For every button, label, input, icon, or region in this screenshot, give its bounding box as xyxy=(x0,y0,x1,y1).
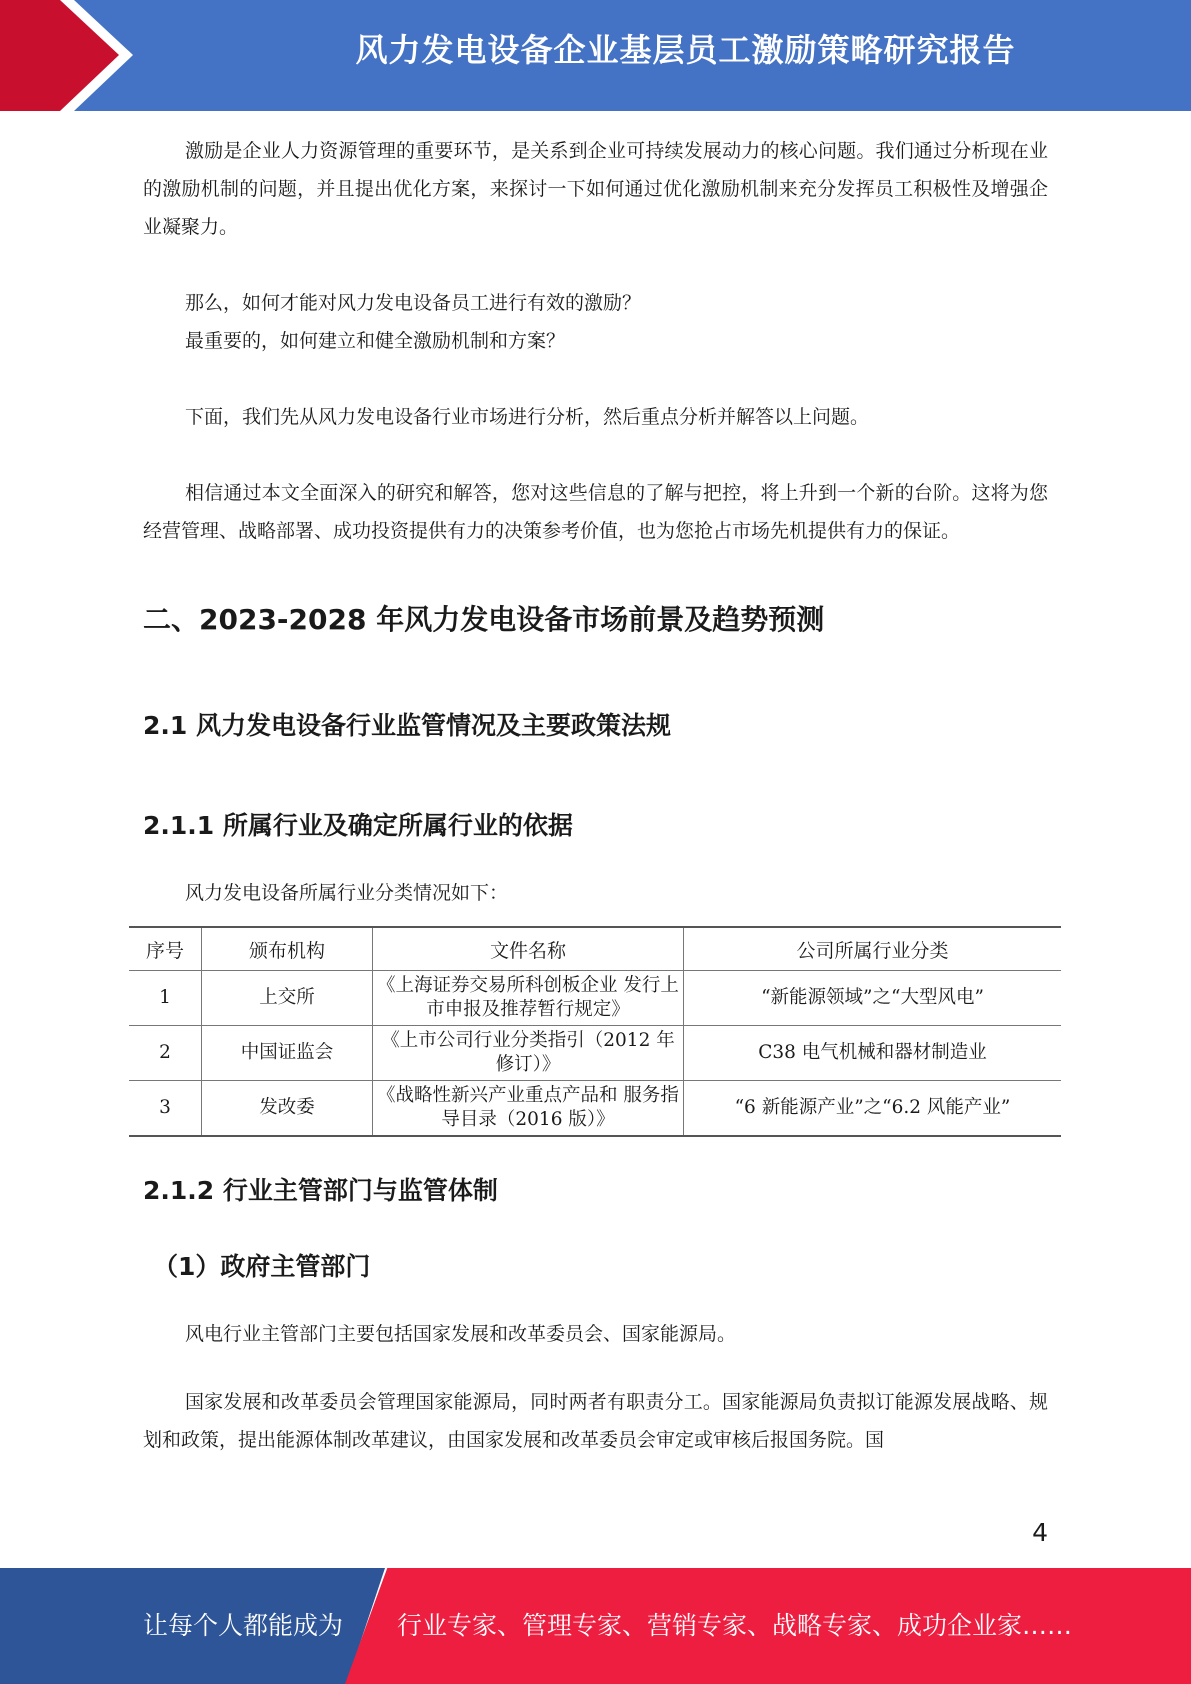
table-cell-doc: 《上市公司行业分类指引（2012 年修订）》 xyxy=(373,1026,684,1081)
page-number: 4 xyxy=(1032,1518,1048,1547)
page-footer xyxy=(0,1568,1191,1684)
intro-paragraph-3: 相信通过本文全面深入的研究和解答，您对这些信息的了解与把控，将上升到一个新的台阶。这将为您经营管理、战略部署、成功投资提供有力的决策参考价值，也为您抢占市场先机提供有力的保证。 xyxy=(143,482,1048,542)
table-row xyxy=(129,1081,1061,1137)
table-cell-class: C38 电气机械和器材制造业 xyxy=(684,1026,1062,1081)
table-cell-doc: 《上海证券交易所科创板企业 发行上市申报及推荐暂行规定》 xyxy=(373,971,684,1026)
table-intro: 风力发电设备所属行业分类情况如下： xyxy=(185,882,509,904)
table-header-cell: 文件名称 xyxy=(373,927,684,971)
footer-slogan-left: 让每个人都能成为 xyxy=(143,1611,344,1640)
subsection-2-1-heading: 2.1 风力发电设备行业监管情况及主要政策法规 xyxy=(143,711,671,740)
government-paragraph-2: 国家发展和改革委员会管理国家能源局，同时两者有职责分工。国家能源局负责拟订能源发展战略、规划和政策，提出能源体制改革建议，由国家发展和改革委员会审定或审核后报国务院。国 xyxy=(143,1391,1048,1451)
intro-paragraph-2: 下面，我们先从风力发电设备行业市场进行分析，然后重点分析并解答以上问题。 xyxy=(185,406,870,428)
intro-question-1: 那么，如何才能对风力发电设备员工进行有效的激励？ xyxy=(185,292,642,314)
header-arrow-decoration xyxy=(0,0,160,111)
table-header-cell: 公司所属行业分类 xyxy=(684,927,1062,971)
table-header-row xyxy=(129,927,1061,971)
table-cell-org: 发改委 xyxy=(202,1081,373,1137)
table-row xyxy=(129,1026,1061,1081)
government-paragraph-1: 风电行业主管部门主要包括国家发展和改革委员会、国家能源局。 xyxy=(185,1323,737,1345)
table-cell-no: 3 xyxy=(129,1081,202,1137)
intro-question-2: 最重要的，如何建立和健全激励机制和方案？ xyxy=(185,330,566,352)
page-header xyxy=(0,0,1191,111)
table-cell-class: “新能源领域”之“大型风电” xyxy=(684,971,1062,1026)
table-cell-org: 上交所 xyxy=(202,971,373,1026)
header-title: 风力发电设备企业基层员工激励策略研究报告 xyxy=(355,31,1016,69)
intro-paragraph-1: 激励是企业人力资源管理的重要环节，是关系到企业可持续发展动力的核心问题。我们通过分析现在业的激励机制的问题，并且提出优化方案，来探讨一下如何通过优化激励机制来充分发挥员工积极性及增强企业凝聚力。 xyxy=(143,140,1048,238)
main-content xyxy=(143,132,1048,1459)
footer-slogan-right: 行业专家、管理专家、营销专家、战略专家、成功企业家…… xyxy=(397,1611,1073,1640)
subsection-2-1-1-heading: 2.1.1 所属行业及确定所属行业的依据 xyxy=(143,811,573,840)
table-cell-doc: 《战略性新兴产业重点产品和 服务指导目录（2016 版）》 xyxy=(373,1081,684,1137)
government-department-heading: （1）政府主管部门 xyxy=(153,1252,371,1281)
industry-classification-table xyxy=(129,926,1061,1137)
section-heading: 二、2023-2028 年风力发电设备市场前景及趋势预测 xyxy=(143,603,825,636)
table-cell-class: “6 新能源产业”之“6.2 风能产业” xyxy=(684,1081,1062,1137)
table-header-cell: 颁布机构 xyxy=(202,927,373,971)
table-cell-no: 1 xyxy=(129,971,202,1026)
subsection-2-1-2-heading: 2.1.2 行业主管部门与监管体制 xyxy=(143,1176,498,1205)
table-cell-no: 2 xyxy=(129,1026,202,1081)
table-row xyxy=(129,971,1061,1026)
table-cell-org: 中国证监会 xyxy=(202,1026,373,1081)
table-header-cell: 序号 xyxy=(129,927,202,971)
